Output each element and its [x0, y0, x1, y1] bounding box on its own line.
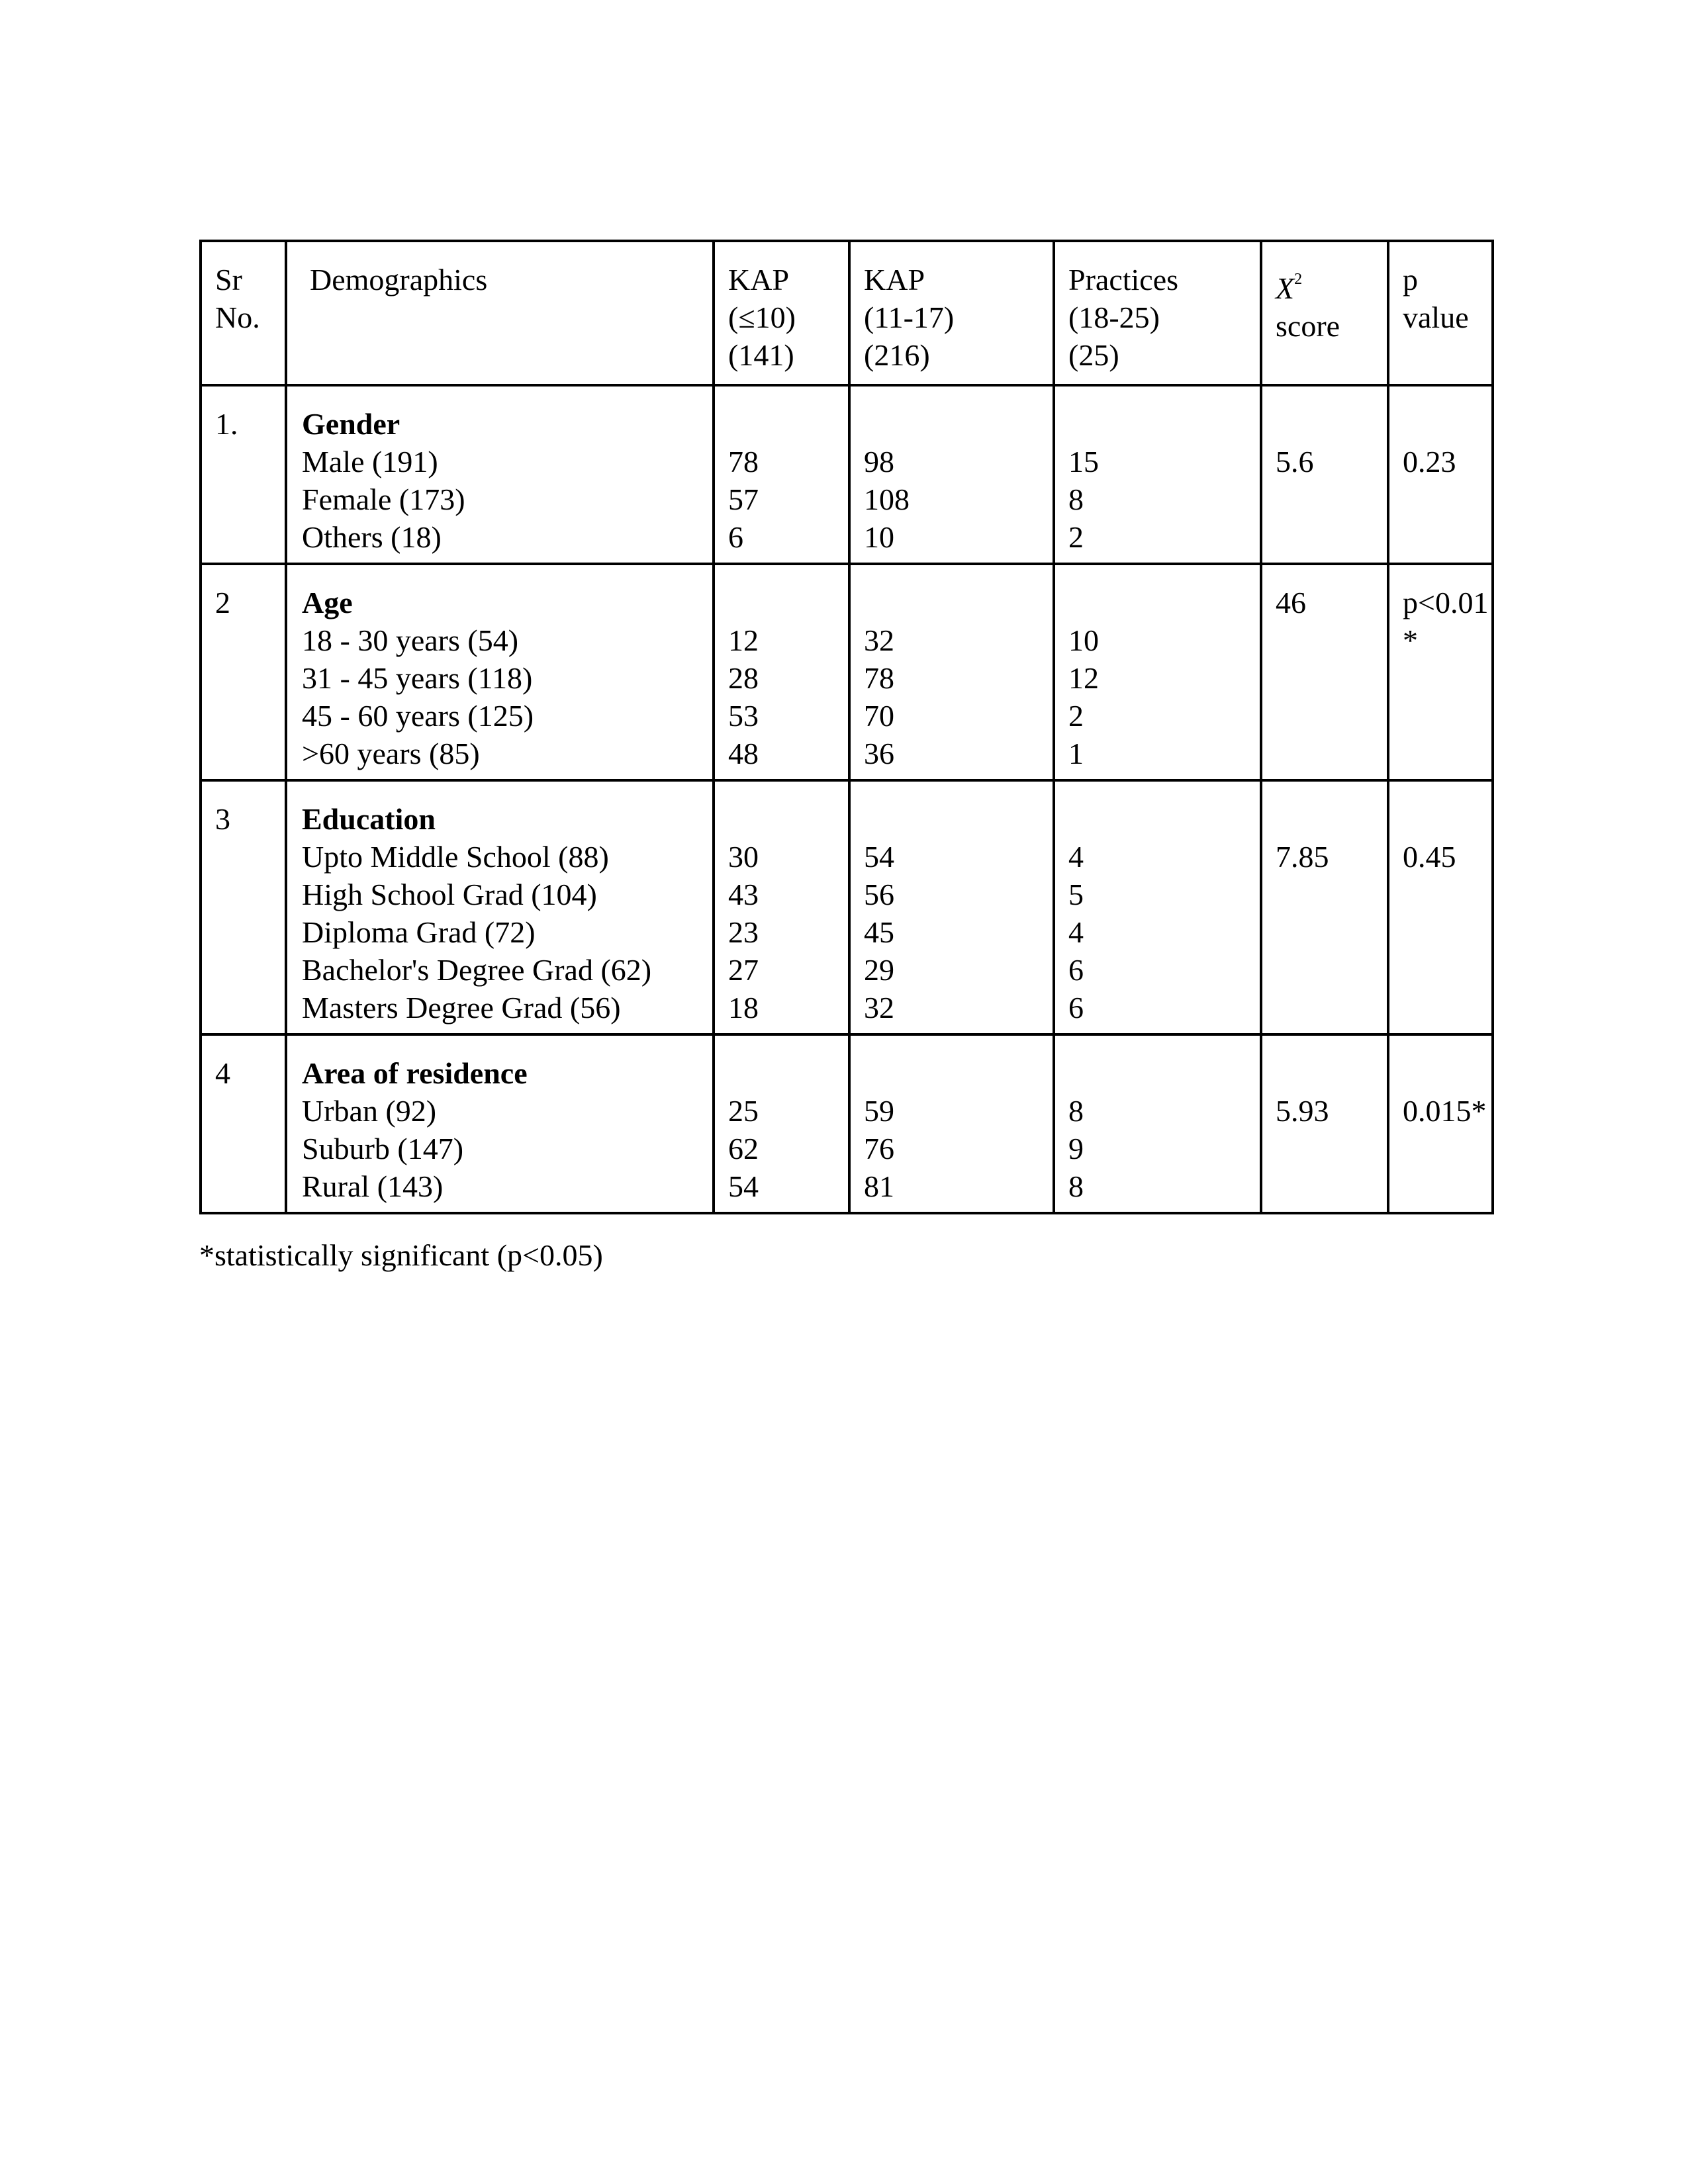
header-kap-low: KAP (≤10) (141) [714, 241, 849, 385]
cell-spacer [1068, 584, 1260, 621]
cell-spacer [1403, 1054, 1491, 1092]
demographic-item: >60 years (85) [302, 737, 480, 770]
practices-value: 12 [1068, 661, 1099, 695]
kap-mid-value: 32 [864, 623, 894, 657]
kap-mid-value: 10 [864, 520, 894, 554]
cell-demographics [286, 385, 714, 564]
cell-p-value [1388, 564, 1493, 780]
practices-value: 9 [1068, 1132, 1084, 1165]
chi-square-value: 46 [1276, 586, 1306, 619]
practices-value: 2 [1068, 520, 1084, 554]
p-value: p<0.01* [1403, 586, 1489, 657]
chi-square-value: 5.93 [1276, 1094, 1329, 1128]
kap-low-value: 6 [728, 520, 743, 554]
practices-value: 6 [1068, 991, 1084, 1024]
group-label: Gender [302, 407, 400, 441]
cell-sr-no [201, 385, 286, 564]
kap-low-value: 78 [728, 445, 759, 478]
header-p-value: p value [1388, 241, 1493, 385]
kap-mid-value: 32 [864, 991, 894, 1024]
cell-spacer [1403, 405, 1491, 443]
kap-mid-value: 54 [864, 840, 894, 874]
kap-low-value: 23 [728, 915, 759, 949]
cell-spacer [728, 800, 848, 838]
sr-no-value: 3 [215, 802, 230, 836]
kap-mid-value: 36 [864, 737, 894, 770]
table-header-row [201, 241, 1493, 385]
cell-kap-low [714, 780, 849, 1034]
cell-spacer [864, 405, 1053, 443]
kap-low-value: 28 [728, 661, 759, 695]
table-body [201, 385, 1493, 1213]
cell-practices [1054, 1034, 1261, 1213]
practices-value: 4 [1068, 840, 1084, 874]
kap-mid-value: 81 [864, 1169, 894, 1203]
kap-low-value: 54 [728, 1169, 759, 1203]
cell-kap-low [714, 1034, 849, 1213]
header-kap-mid: KAP (11-17) (216) [849, 241, 1054, 385]
practices-value: 1 [1068, 737, 1084, 770]
sr-no-value: 1. [215, 407, 238, 441]
demographic-item: 18 - 30 years (54) [302, 623, 519, 657]
practices-value: 5 [1068, 878, 1084, 911]
header-sr-no: Sr No. [201, 241, 286, 385]
cell-p-value [1388, 780, 1493, 1034]
cell-p-value [1388, 385, 1493, 564]
cell-kap-low [714, 564, 849, 780]
group-label: Area of residence [302, 1056, 528, 1090]
kap-low-value: 27 [728, 953, 759, 987]
cell-practices [1054, 564, 1261, 780]
cell-sr-no [201, 564, 286, 780]
demographic-item: Rural (143) [302, 1169, 444, 1203]
cell-kap-mid [849, 564, 1054, 780]
chi-symbol: X [1276, 271, 1295, 305]
table-row [201, 564, 1493, 780]
practices-value: 8 [1068, 1169, 1084, 1203]
kap-mid-value: 45 [864, 915, 894, 949]
kap-mid-value: 108 [864, 482, 910, 516]
chi-superscript: 2 [1294, 271, 1303, 288]
chi-square-value: 5.6 [1276, 445, 1314, 478]
cell-spacer [1276, 1054, 1387, 1092]
kap-mid-value: 78 [864, 661, 894, 695]
cell-kap-low [714, 385, 849, 564]
practices-value: 8 [1068, 1094, 1084, 1128]
group-label: Education [302, 802, 436, 836]
demographic-item: 45 - 60 years (125) [302, 699, 534, 733]
header-demographics: Demographics [286, 241, 714, 385]
table-row [201, 1034, 1493, 1213]
demographic-item: Masters Degree Grad (56) [302, 991, 621, 1024]
kap-low-value: 62 [728, 1132, 759, 1165]
group-label: Age [302, 586, 353, 619]
sr-no-value: 2 [215, 586, 230, 619]
kap-mid-value: 29 [864, 953, 894, 987]
cell-sr-no [201, 1034, 286, 1213]
kap-mid-value: 76 [864, 1132, 894, 1165]
cell-sr-no [201, 780, 286, 1034]
demographic-item: 31 - 45 years (118) [302, 661, 533, 695]
chi-square-value: 7.85 [1276, 840, 1329, 874]
cell-practices [1054, 780, 1261, 1034]
cell-spacer [1068, 800, 1260, 838]
cell-spacer [1068, 1054, 1260, 1092]
cell-chi-square-score [1261, 1034, 1388, 1213]
cell-spacer [728, 584, 848, 621]
kap-low-value: 25 [728, 1094, 759, 1128]
demographic-item: Bachelor's Degree Grad (62) [302, 953, 652, 987]
kap-low-value: 43 [728, 878, 759, 911]
kap-low-value: 57 [728, 482, 759, 516]
cell-spacer [1276, 405, 1387, 443]
cell-spacer [728, 405, 848, 443]
table-row [201, 780, 1493, 1034]
cell-spacer [728, 1054, 848, 1092]
significance-footnote: *statistically significant (p<0.05) [199, 1238, 603, 1272]
cell-p-value [1388, 1034, 1493, 1213]
practices-value: 4 [1068, 915, 1084, 949]
kap-demographics-table [199, 240, 1494, 1214]
p-value: 0.23 [1403, 445, 1456, 478]
practices-value: 10 [1068, 623, 1099, 657]
cell-demographics [286, 780, 714, 1034]
demographic-item: Suburb (147) [302, 1132, 464, 1165]
cell-spacer [1276, 800, 1387, 838]
demographic-item: High School Grad (104) [302, 878, 597, 911]
cell-demographics [286, 564, 714, 780]
kap-low-value: 18 [728, 991, 759, 1024]
kap-mid-value: 56 [864, 878, 894, 911]
cell-kap-mid [849, 780, 1054, 1034]
cell-kap-mid [849, 385, 1054, 564]
demographic-item: Female (173) [302, 482, 465, 516]
cell-spacer [1403, 800, 1491, 838]
practices-value: 2 [1068, 699, 1084, 733]
cell-spacer [864, 584, 1053, 621]
cell-demographics [286, 1034, 714, 1213]
demographic-item: Urban (92) [302, 1094, 437, 1128]
demographic-item: Diploma Grad (72) [302, 915, 536, 949]
kap-low-value: 48 [728, 737, 759, 770]
kap-low-value: 53 [728, 699, 759, 733]
cell-chi-square-score [1261, 780, 1388, 1034]
kap-mid-value: 70 [864, 699, 894, 733]
cell-spacer [864, 800, 1053, 838]
cell-practices [1054, 385, 1261, 564]
cell-spacer [1068, 405, 1260, 443]
table-row [201, 385, 1493, 564]
cell-chi-square-score [1261, 385, 1388, 564]
demographic-item: Male (191) [302, 445, 438, 478]
kap-low-value: 30 [728, 840, 759, 874]
demographic-item: Upto Middle School (88) [302, 840, 609, 874]
cell-chi-square-score [1261, 564, 1388, 780]
kap-mid-value: 98 [864, 445, 894, 478]
p-value: 0.015* [1403, 1094, 1487, 1128]
sr-no-value: 4 [215, 1056, 230, 1090]
cell-spacer [864, 1054, 1053, 1092]
cell-kap-mid [849, 1034, 1054, 1213]
practices-value: 15 [1068, 445, 1099, 478]
header-chi-square-score: $X^2$ score [1261, 241, 1388, 385]
kap-mid-value: 59 [864, 1094, 894, 1128]
practices-value: 8 [1068, 482, 1084, 516]
demographic-item: Others (18) [302, 520, 442, 554]
kap-low-value: 12 [728, 623, 759, 657]
header-practices: Practices (18-25) (25) [1054, 241, 1261, 385]
practices-value: 6 [1068, 953, 1084, 987]
p-value: 0.45 [1403, 840, 1456, 874]
